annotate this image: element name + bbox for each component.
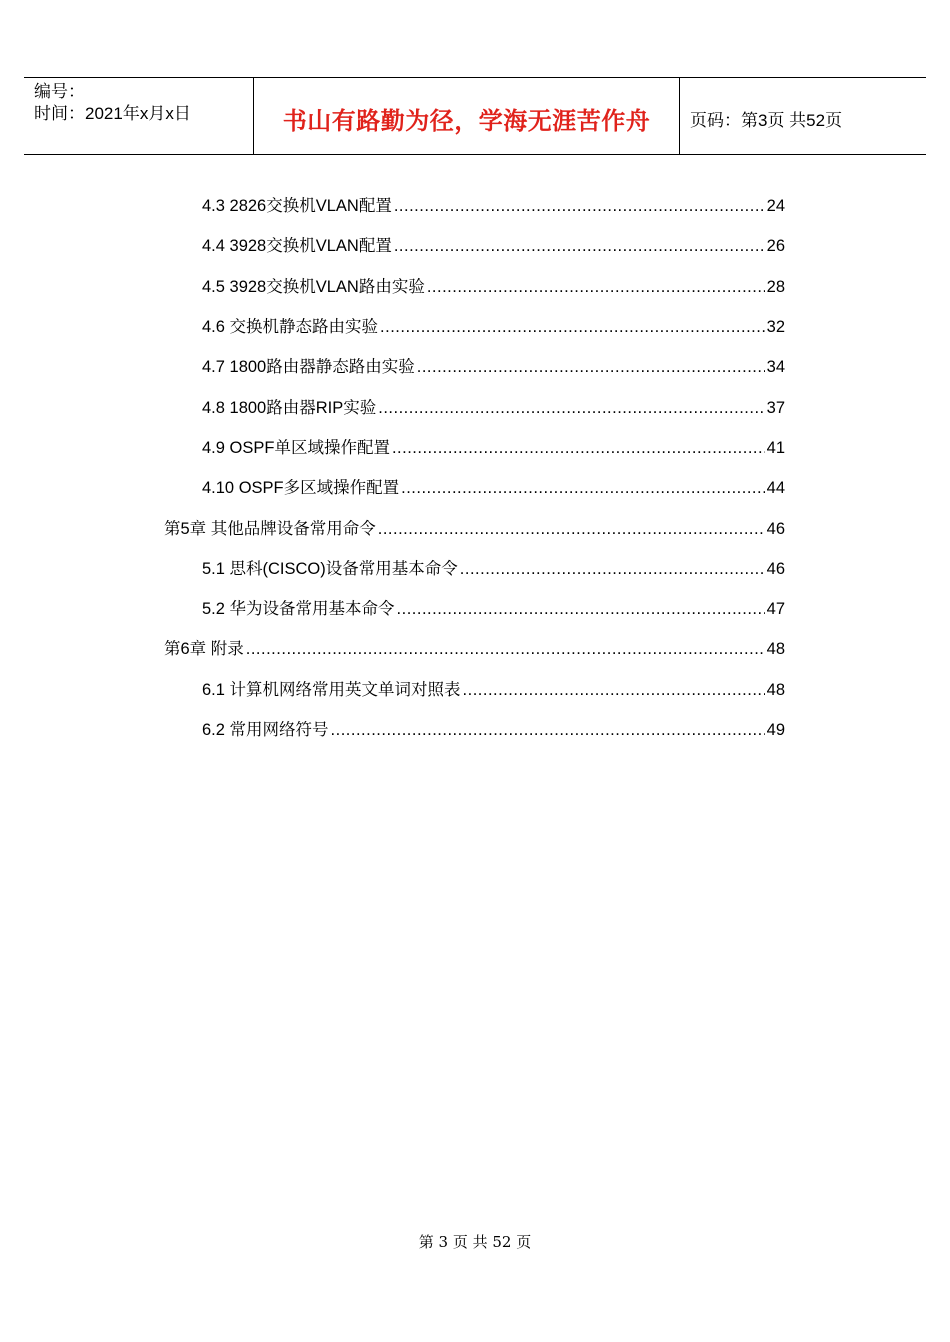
toc-entry[interactable] (0, 347, 950, 387)
toc-entry-title: 5.1 思科(CISCO)设备常用基本命令 (202, 559, 458, 578)
toc-dot-leader (460, 559, 765, 579)
toc-entry-page-number: 49 (766, 721, 785, 739)
toc-dot-leader (246, 639, 765, 659)
toc-entry-line (202, 559, 785, 579)
toc-dot-leader (401, 478, 765, 498)
toc-entry-line (202, 438, 785, 458)
toc-entry-line (202, 196, 785, 216)
toc-entry-page-number: 48 (766, 640, 785, 659)
toc-entry-title: 6.2 常用网络符号 (202, 721, 329, 739)
toc-entry-title: 4.7 1800路由器静态路由实验 (202, 358, 415, 377)
toc-entry-title: 4.4 3928交换机VLAN配置 (202, 237, 392, 256)
toc-entry-line (202, 357, 785, 377)
toc-entry-page-number: 44 (766, 479, 785, 498)
page-footer: 第 3 页 共 52 页 (418, 1233, 532, 1251)
toc-entry[interactable] (0, 710, 950, 750)
toc-entry-line (164, 519, 785, 539)
toc-entry-line (164, 639, 785, 659)
toc-entry-line (202, 277, 785, 297)
toc-dot-leader (394, 196, 765, 216)
toc-entry-page-number: 46 (766, 559, 785, 578)
toc-dot-leader (378, 519, 765, 539)
toc-entry-title: 4.3 2826交换机VLAN配置 (202, 197, 392, 216)
toc-entry-line (202, 599, 785, 619)
toc-entry[interactable] (0, 549, 950, 589)
toc-entry-title: 4.8 1800路由器RIP实验 (202, 398, 377, 417)
toc-entry-line (202, 478, 785, 498)
toc-entry-title: 4.9 OSPF单区域操作配置 (202, 438, 390, 457)
toc-dot-leader (392, 438, 765, 458)
toc-dot-leader (427, 277, 765, 297)
toc-entry[interactable] (0, 508, 950, 548)
header-left-cell (24, 78, 254, 154)
header-page-info: 页码：第3页 共52页 (690, 110, 843, 130)
toc-entry[interactable] (0, 267, 950, 307)
toc-entry[interactable] (0, 186, 950, 226)
toc-entry[interactable] (0, 307, 950, 347)
toc-entry-page-number: 37 (766, 398, 785, 417)
toc-entry-line (202, 398, 785, 418)
toc-entry-page-number: 47 (766, 600, 785, 619)
toc-dot-leader (380, 317, 765, 337)
toc-entry-title: 4.5 3928交换机VLAN路由实验 (202, 277, 425, 296)
toc-entry-page-number: 26 (766, 237, 785, 256)
toc-entry-page-number: 48 (766, 680, 785, 699)
toc-entry-line (202, 236, 785, 256)
toc-entry[interactable] (0, 468, 950, 508)
toc-entry-page-number: 46 (766, 519, 785, 538)
toc-entry-line (202, 680, 785, 700)
toc-dot-leader (378, 398, 764, 418)
toc-entry-page-number: 28 (766, 277, 785, 296)
toc-dot-leader (397, 599, 765, 619)
toc-entry[interactable] (0, 629, 950, 669)
toc-entry-line (202, 317, 785, 337)
document-time-label: 时间：2021年x月x日 (34, 104, 191, 123)
toc-entry-title: 6.1 计算机网络常用英文单词对照表 (202, 680, 461, 699)
toc-entry-page-number: 41 (766, 438, 785, 457)
toc-entry-title: 第6章 附录 (164, 640, 244, 659)
page-header (24, 77, 926, 155)
toc-entry[interactable] (0, 428, 950, 468)
toc-entry-page-number: 34 (766, 358, 785, 377)
toc-entry[interactable] (0, 226, 950, 266)
toc-entry[interactable] (0, 670, 950, 710)
document-number-label: 编号： (34, 82, 85, 101)
toc-dot-leader (331, 720, 765, 740)
header-motto: 书山有路勤为径，学海无涯苦作舟 (254, 78, 680, 154)
table-of-contents (0, 186, 950, 750)
toc-entry-title: 4.6 交换机静态路由实验 (202, 318, 379, 337)
toc-entry-page-number: 24 (766, 197, 785, 216)
toc-entry-line (202, 720, 785, 740)
toc-entry-title: 4.10 OSPF多区域操作配置 (202, 479, 400, 498)
toc-dot-leader (394, 236, 765, 256)
toc-dot-leader (417, 357, 765, 377)
toc-entry[interactable] (0, 589, 950, 629)
toc-entry-title: 5.2 华为设备常用基本命令 (202, 600, 395, 619)
toc-dot-leader (463, 680, 765, 700)
toc-entry[interactable] (0, 387, 950, 427)
toc-entry-title: 第5章 其他品牌设备常用命令 (164, 519, 376, 538)
toc-entry-page-number: 32 (766, 318, 785, 337)
